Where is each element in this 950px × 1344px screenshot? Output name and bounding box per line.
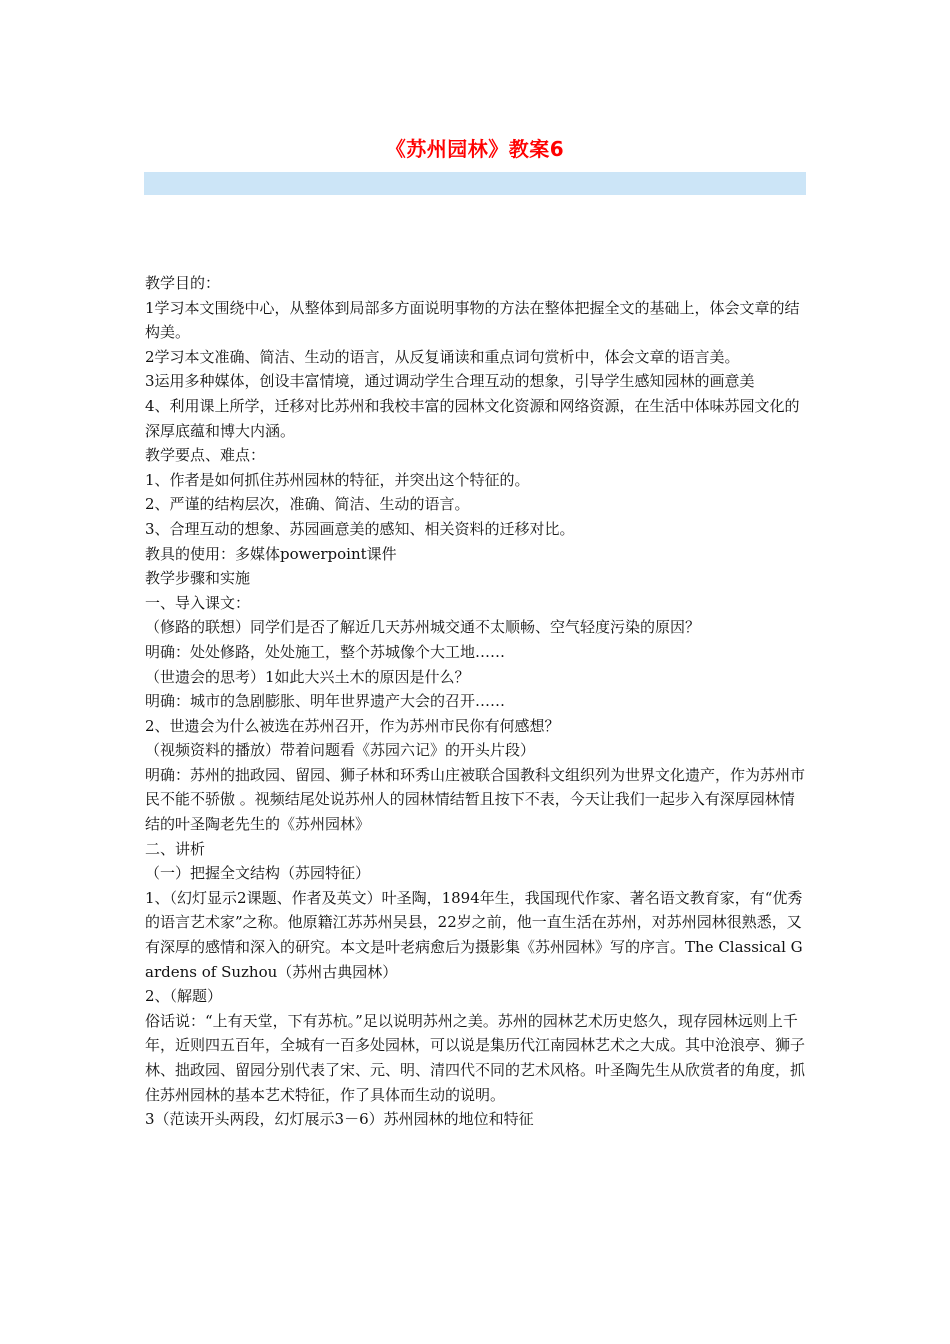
paragraph: 教学目的： — [145, 274, 221, 292]
paragraph: （修路的联想）同学们是否了解近几天苏州城交通不太顺畅、空气轻度污染的原因？ — [145, 618, 701, 637]
title-divider-bar — [144, 172, 806, 195]
paragraph: 3（范读开头两段，幻灯展示3－6）苏州园林的地位和特征 — [145, 1110, 534, 1129]
paragraph: 一、导入课文： — [145, 593, 251, 612]
paragraph: 2学习本文准确、简洁、生动的语言，从反复诵读和重点词句赏析中，体会文章的语言美。 — [145, 347, 740, 366]
paragraph: 3、合理互动的想象、苏园画意美的感知、相关资料的迁移对比。 — [145, 519, 575, 538]
paragraph: 明确：苏州的拙政园、留园、狮子林和环秀山庄被联合国教科文组织列为世界文化遗产，作为苏州市民不能不骄傲 。视频结尾处说苏州人的园林情结暂且按下不表，今天让我们一起步入有深厚园林情结的叶圣陶老先生的《苏州园林》 — [145, 765, 806, 834]
paragraph: 教学要点、难点： — [145, 446, 266, 465]
paragraph: 2、严谨的结构层次，准确、简洁、生动的语言。 — [145, 495, 470, 514]
paragraph: 1、作者是如何抓住苏州园林的特征，并突出这个特征的。 — [145, 470, 530, 489]
paragraph: 俗话说：“上有天堂，下有苏杭。”足以说明苏州之美。苏州的园林艺术历史悠久，现存园林远则上千年，近则四五百年，全城有一百多处园林，可以说是集历代江南园林艺术之大成。其中沧浪亭、狮子林、拙政园、留园分别代表了宋、元、明、清四代不同的艺术风格。叶圣陶先生从欣赏者的角度，抓住苏州园林的基本艺术特征，作了具体而生动的说明。 — [145, 1011, 806, 1104]
paragraph: 4、利用课上所学，迁移对比苏州和我校丰富的园林文化资源和网络资源，在生活中体味苏园文化的深厚底蕴和博大内涵。 — [145, 396, 800, 440]
document-body — [145, 271, 807, 1132]
page-title: 《苏州园林》教案6 — [385, 137, 565, 161]
paragraph: 2、世遗会为什么被选在苏州召开，作为苏州市民你有何感想？ — [145, 716, 560, 735]
paragraph: 教具的使用：多媒体powerpoint课件 — [145, 544, 397, 563]
paragraph: 明确：城市的急剧膨胀、明年世界遗产大会的召开…… — [145, 692, 506, 711]
paragraph: （视频资料的播放）带着问题看《苏园六记》的开头片段） — [145, 741, 536, 760]
paragraph: 1学习本文围绕中心，从整体到局部多方面说明事物的方法在整体把握全文的基础上，体会文章的结构美。 — [145, 298, 800, 342]
paragraph: 2、（解题） — [145, 987, 223, 1006]
paragraph: 3运用多种媒体，创设丰富情境，通过调动学生合理互动的想象，引导学生感知园林的画意美 — [145, 372, 755, 391]
paragraph: 明确：处处修路，处处施工，整个苏城像个大工地…… — [145, 642, 506, 661]
paragraph: （世遗会的思考）1如此大兴土木的原因是什么？ — [145, 667, 470, 686]
paragraph: （一）把握全文结构（苏园特征） — [145, 864, 371, 883]
paragraph: 教学步骤和实施 — [145, 569, 251, 588]
paragraph: 1、（幻灯显示2课题、作者及英文）叶圣陶，1894年生，我国现代作家、著名语文教育家，有“优秀的语言艺术家”之称。他原籍江苏苏州吴县，22岁之前，他一直生活在苏州，对苏州园林很熟悉，又有深厚的感情和深入的研究。本文是叶老病愈后为摄影集《苏州园林》写的序言。The Classical Gardens of Suzhou（苏州古典园林） — [145, 888, 803, 981]
paragraph: 二、讲析 — [145, 839, 206, 858]
